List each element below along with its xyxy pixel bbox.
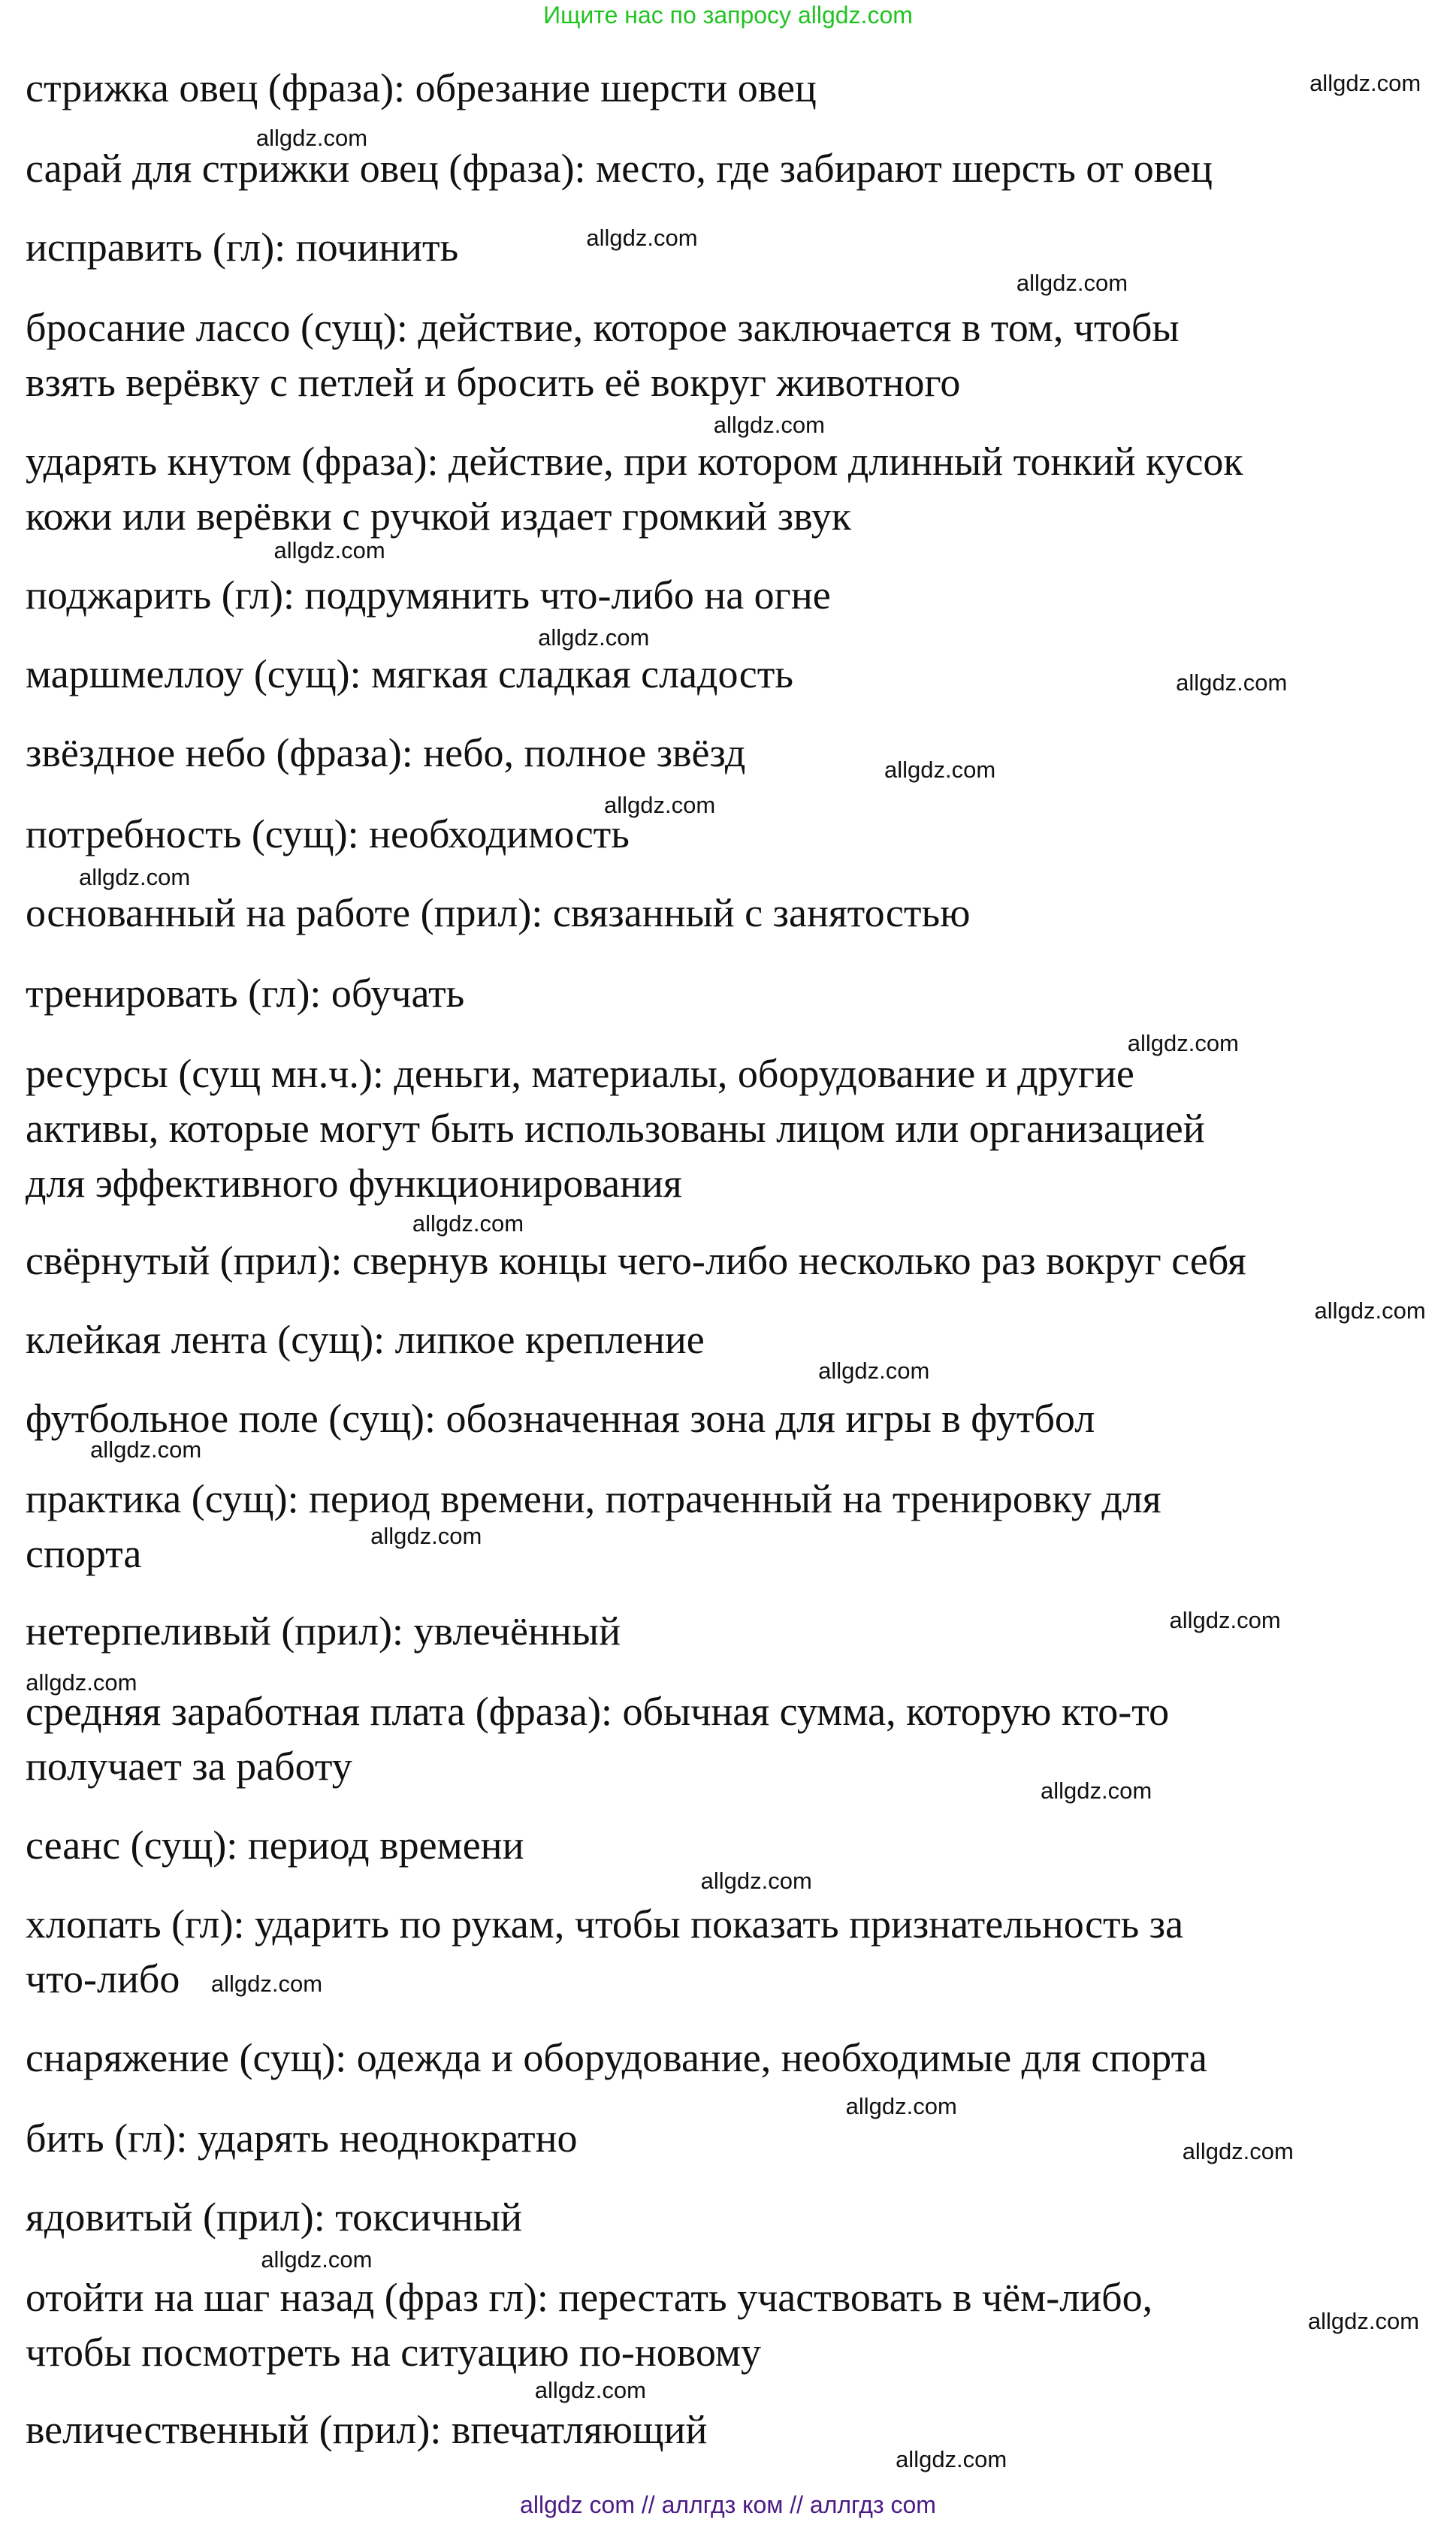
watermark-text: allgdz.com [896, 2445, 1007, 2472]
glossary-entry [26, 2403, 707, 2457]
glossary-entry [26, 61, 817, 116]
entry-line: ядовитый (прил): токсичный [26, 2194, 523, 2240]
watermark-text: allgdz.com [713, 412, 825, 439]
entry-line: тренировать (гл): обучать [26, 970, 465, 1016]
watermark-text: allgdz.com [26, 1669, 137, 1696]
entry-line: сарай для стрижки овец (фраза): место, где забирают шерсть от овец [26, 146, 1213, 192]
glossary-entry [26, 1312, 705, 1367]
glossary-entry [26, 2270, 1152, 2380]
entry-line: для эффективного функционирования [26, 1161, 682, 1207]
entry-line: практика (сущ): период времени, потраченный на тренировку для [26, 1476, 1161, 1522]
glossary-entry [26, 568, 831, 623]
entry-line: сеанс (сущ): период времени [26, 1823, 524, 1868]
watermark-text: allgdz.com [818, 1357, 930, 1384]
glossary-entry [26, 141, 1213, 196]
glossary-entry [26, 647, 793, 702]
watermark-text: allgdz.com [90, 1436, 202, 1463]
watermark-text: allgdz.com [412, 1210, 524, 1237]
watermark-text: allgdz.com [370, 1523, 482, 1550]
entry-line: бить (гл): ударять неоднократно [26, 2116, 578, 2161]
glossary-entry [26, 1047, 1205, 1211]
entry-line: бросание лассо (сущ): действие, которое заключается в том, чтобы [26, 305, 1180, 351]
entry-line: активы, которые могут быть использованы лицом или организацией [26, 1106, 1205, 1152]
watermark-text: allgdz.com [884, 756, 996, 783]
glossary-entry [26, 1684, 1169, 1794]
watermark-text: allgdz.com [586, 225, 698, 252]
glossary-entry [26, 301, 1180, 410]
entry-line: снаряжение (сущ): одежда и оборудование, необходимые для спорта [26, 2035, 1207, 2081]
entry-line: потребность (сущ): необходимость [26, 811, 630, 856]
watermark-text: allgdz.com [210, 1971, 323, 1998]
footer-links[interactable]: allgdz com // аллгдз ком // аллгдз com [520, 2491, 936, 2518]
search-hint-banner: Ищите нас по запросу allgdz.com [543, 2, 913, 29]
entry-line: взять верёвку с петлей и бросить её вокруг животного [26, 360, 961, 406]
watermark-text: allgdz.com [700, 1868, 812, 1895]
glossary-entry [26, 966, 464, 1021]
watermark-text: allgdz.com [1182, 2138, 1294, 2165]
glossary-entry [26, 434, 1243, 544]
watermark-text: allgdz.com [845, 2093, 957, 2120]
entry-line: ударять кнутом (фраза): действие, при котором длинный тонкий кусок [26, 439, 1243, 485]
glossary-entry [26, 807, 630, 862]
glossary-entry [26, 2111, 578, 2166]
entry-line: величественный (прил): впечатляющий [26, 2407, 708, 2453]
entry-line: получает за работу [26, 1744, 352, 1790]
glossary-entry [26, 2190, 522, 2245]
glossary-entry [26, 1818, 524, 1873]
glossary-entry [26, 1897, 1183, 2007]
watermark-text: allgdz.com [1309, 70, 1421, 97]
entry-line: поджарить (гл): подрумянить что-либо на огне [26, 572, 831, 618]
glossary-entry [26, 1472, 1161, 1581]
glossary-entry [26, 220, 458, 275]
entry-line: спорта [26, 1531, 142, 1577]
entry-line: свёрнутый (прил): свернув концы чего-либо несколько раз вокруг себя [26, 1237, 1246, 1283]
entry-line: хлопать (гл): ударить по рукам, чтобы показать признательность за [26, 1901, 1184, 1947]
watermark-text: allgdz.com [1169, 1606, 1281, 1633]
entry-line: что-либо [26, 1956, 180, 2002]
entry-line: маршмеллоу (сущ): мягкая сладкая сладость [26, 651, 793, 697]
watermark-text: allgdz.com [534, 2376, 646, 2403]
entry-line: звёздное небо (фраза): небо, полное звёзд [26, 730, 746, 776]
entry-line: средняя заработная плата (фраза): обычная сумма, которую кто-то [26, 1689, 1170, 1735]
watermark-text: allgdz.com [1176, 669, 1288, 696]
entry-line: стрижка овец (фраза): обрезание шерсти овец [26, 65, 817, 110]
entry-line: исправить (гл): починить [26, 225, 459, 270]
entry-line: футбольное поле (сущ): обозначенная зона для игры в футбол [26, 1395, 1095, 1441]
watermark-text: allgdz.com [604, 792, 716, 818]
watermark-text: allgdz.com [1307, 2307, 1420, 2334]
entry-line: нетерпеливый (прил): увлечённый [26, 1608, 621, 1654]
watermark-text: allgdz.com [255, 125, 368, 152]
glossary-entry [26, 726, 745, 781]
watermark-text: allgdz.com [1041, 1777, 1152, 1805]
watermark-text: allgdz.com [538, 624, 650, 651]
entry-line: ресурсы (сущ мн.ч.): деньги, материалы, оборудование и другие [26, 1051, 1134, 1097]
watermark-text: allgdz.com [1016, 270, 1128, 297]
watermark-text: allgdz.com [261, 2246, 373, 2273]
watermark-text: allgdz.com [1314, 1297, 1426, 1324]
entry-line: чтобы посмотреть на ситуацию по-новому [26, 2330, 761, 2375]
watermark-text: allgdz.com [273, 537, 385, 564]
glossary-entry [26, 2031, 1207, 2086]
entry-line: основанный на работе (прил): связанный с занятостью [26, 889, 971, 935]
watermark-text: allgdz.com [1127, 1030, 1239, 1057]
entry-line: кожи или верёвки с ручкой издает громкий звук [26, 494, 851, 539]
glossary-entry [26, 1234, 1246, 1288]
glossary-entry [26, 1604, 621, 1659]
glossary-entry [26, 886, 970, 941]
entry-line: отойти на шаг назад (фраз гл): перестать участвовать в чём-либо, [26, 2275, 1153, 2321]
entry-line: клейкая лента (сущ): липкое крепление [26, 1316, 705, 1362]
watermark-text: allgdz.com [79, 864, 191, 891]
